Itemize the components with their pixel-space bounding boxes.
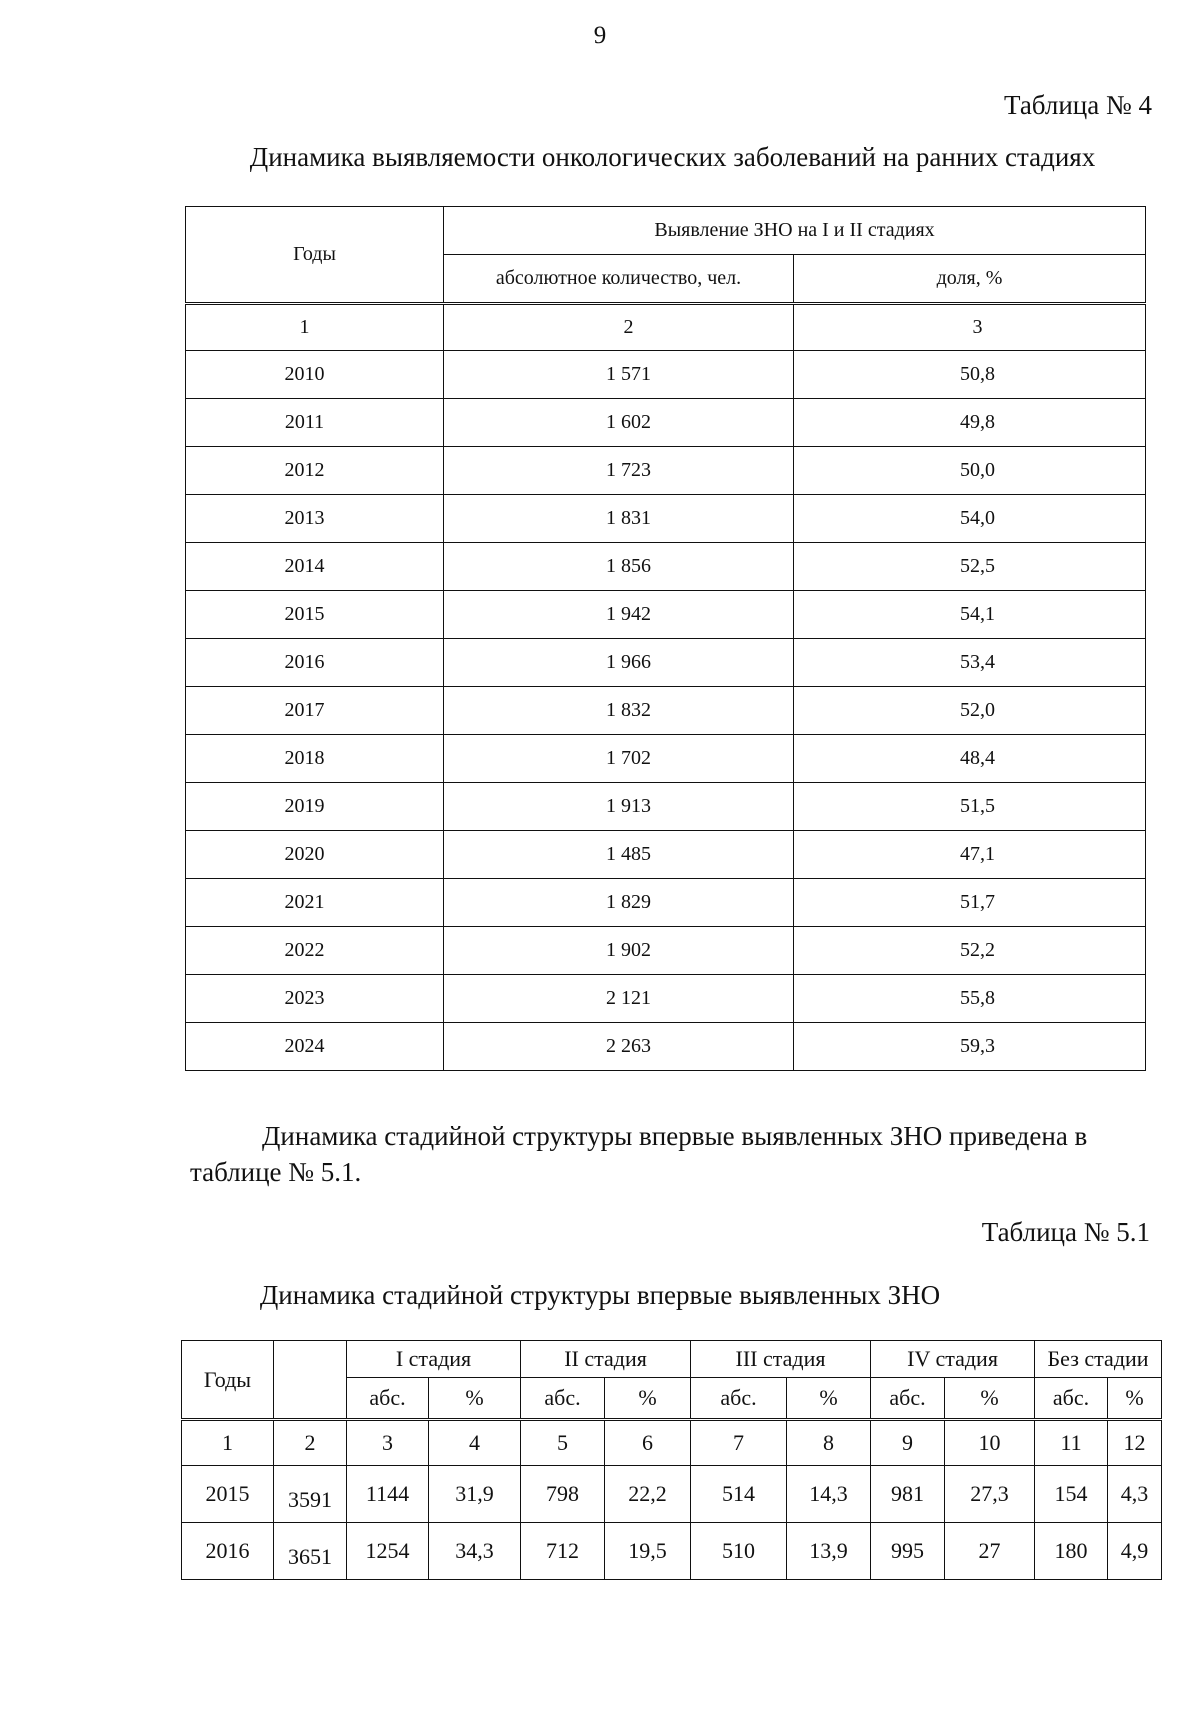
table-row: [186, 639, 1146, 687]
table51-header-abs: абс.: [521, 1378, 605, 1420]
table-cell: 10: [945, 1420, 1035, 1466]
table-row: [182, 1466, 1162, 1523]
table-cell: 5: [521, 1420, 605, 1466]
table-cell: 1 723: [444, 447, 794, 495]
table-cell: 1 602: [444, 399, 794, 447]
table-cell: 1 966: [444, 639, 794, 687]
table-cell: 2020: [186, 831, 444, 879]
table-cell: 27: [945, 1523, 1035, 1580]
table-cell: 1 913: [444, 783, 794, 831]
table-cell: 3651: [274, 1523, 347, 1580]
table-row: [186, 927, 1146, 975]
table-cell: 798: [521, 1466, 605, 1523]
table-cell: 12: [1108, 1420, 1162, 1466]
table-row: [186, 879, 1146, 927]
table51-header-stage: II стадия: [521, 1341, 691, 1378]
page-number: 9: [593, 22, 607, 49]
table51-header-abs: абс.: [691, 1378, 787, 1420]
table-row: [186, 495, 1146, 543]
table-cell: 2: [444, 304, 794, 351]
table-cell: 7: [691, 1420, 787, 1466]
table-cell: 2 121: [444, 975, 794, 1023]
table51: [181, 1340, 1162, 1580]
table51-label: Таблица № 5.1: [981, 1217, 1150, 1247]
table-cell: 154: [1035, 1466, 1108, 1523]
table4-label: Таблица № 4: [1004, 90, 1152, 120]
table-cell: 4,3: [1108, 1466, 1162, 1523]
table-cell: 2023: [186, 975, 444, 1023]
paragraph-line1: Динамика стадийной структуры впервые выявленных ЗНО приведена в: [262, 1121, 1088, 1151]
table-cell: 2017: [186, 687, 444, 735]
table-cell: 510: [691, 1523, 787, 1580]
table51-header-pct: %: [429, 1378, 521, 1420]
table-cell: 2 263: [444, 1023, 794, 1071]
table-row: [186, 735, 1146, 783]
table-cell: 2013: [186, 495, 444, 543]
table-cell: 2021: [186, 879, 444, 927]
table-cell: 1 831: [444, 495, 794, 543]
table-row: [186, 975, 1146, 1023]
table-cell: 31,9: [429, 1466, 521, 1523]
table-cell: 52,2: [794, 927, 1146, 975]
table51-header-stage: I стадия: [347, 1341, 521, 1378]
table51-header-pct: %: [787, 1378, 871, 1420]
table-cell: 180: [1035, 1523, 1108, 1580]
table-cell: 1 942: [444, 591, 794, 639]
table-cell: 51,7: [794, 879, 1146, 927]
table-cell: 1 829: [444, 879, 794, 927]
table-cell: 52,5: [794, 543, 1146, 591]
table-cell: 995: [871, 1523, 945, 1580]
table-cell: 55,8: [794, 975, 1146, 1023]
table-cell: 59,3: [794, 1023, 1146, 1071]
table4-index-row: [186, 304, 1146, 351]
table-cell: 50,8: [794, 351, 1146, 399]
table4-body: [186, 351, 1146, 1071]
table-cell: 712: [521, 1523, 605, 1580]
table4-header-group: Выявление ЗНО на I и II стадиях: [444, 207, 1146, 255]
table-cell: 2010: [186, 351, 444, 399]
table51-header-pct: %: [605, 1378, 691, 1420]
table-cell: 514: [691, 1466, 787, 1523]
table-cell: 2011: [186, 399, 444, 447]
table-cell: 1: [186, 304, 444, 351]
table-row: [186, 351, 1146, 399]
table51-body: [182, 1466, 1162, 1580]
table-cell: 48,4: [794, 735, 1146, 783]
table-cell: 51,5: [794, 783, 1146, 831]
table-cell: 3: [794, 304, 1146, 351]
table-cell: 1: [182, 1420, 274, 1466]
table-row: [186, 543, 1146, 591]
table-row: [186, 1023, 1146, 1071]
table51-header-stage: III стадия: [691, 1341, 871, 1378]
table-cell: 13,9: [787, 1523, 871, 1580]
table-cell: 1 856: [444, 543, 794, 591]
table-cell: 981: [871, 1466, 945, 1523]
table51-header-pct: %: [945, 1378, 1035, 1420]
table4-header-row: [186, 207, 1146, 255]
table-cell: 2022: [186, 927, 444, 975]
table51-header-abs: абс.: [871, 1378, 945, 1420]
table-cell: 1 902: [444, 927, 794, 975]
table-cell: 52,0: [794, 687, 1146, 735]
table-cell: 2016: [182, 1523, 274, 1580]
table-cell: 2024: [186, 1023, 444, 1071]
table-cell: 27,3: [945, 1466, 1035, 1523]
table-cell: 2012: [186, 447, 444, 495]
table-cell: 8: [787, 1420, 871, 1466]
table-row: [186, 447, 1146, 495]
table-cell: 3: [347, 1420, 429, 1466]
paragraph-line2: таблице № 5.1.: [190, 1157, 362, 1187]
table-cell: 1 702: [444, 735, 794, 783]
table4-header-abs: абсолютное количество, чел.: [444, 255, 794, 304]
table-cell: 2014: [186, 543, 444, 591]
table-cell: 2019: [186, 783, 444, 831]
table4-title: Динамика выявляемости онкологических заболеваний на ранних стадиях: [249, 142, 1096, 172]
table-cell: 2018: [186, 735, 444, 783]
table51-header-row: [182, 1341, 1162, 1378]
table51-header-abs: абс.: [1035, 1378, 1108, 1420]
table-cell: 22,2: [605, 1466, 691, 1523]
table-cell: 4: [429, 1420, 521, 1466]
table51-header-stage: IV стадия: [871, 1341, 1035, 1378]
table51-header-total: [274, 1341, 347, 1420]
table51-header-abs: абс.: [347, 1378, 429, 1420]
table4-header-share: доля, %: [794, 255, 1146, 304]
table-cell: 54,1: [794, 591, 1146, 639]
table-cell: 2015: [182, 1466, 274, 1523]
table-cell: 1144: [347, 1466, 429, 1523]
table-cell: 14,3: [787, 1466, 871, 1523]
table-cell: 4,9: [1108, 1523, 1162, 1580]
table-cell: 1 485: [444, 831, 794, 879]
table-row: [182, 1523, 1162, 1580]
table-cell: 47,1: [794, 831, 1146, 879]
table51-header-stage: Без стадии: [1035, 1341, 1162, 1378]
table4-header-years: Годы: [186, 207, 444, 304]
table-cell: 11: [1035, 1420, 1108, 1466]
table51-header-years: Годы: [182, 1341, 274, 1420]
table-cell: 6: [605, 1420, 691, 1466]
table-cell: 49,8: [794, 399, 1146, 447]
table-cell: 50,0: [794, 447, 1146, 495]
table-cell: 19,5: [605, 1523, 691, 1580]
table-cell: 2016: [186, 639, 444, 687]
table-row: [186, 687, 1146, 735]
table51-index-row: [182, 1420, 1162, 1466]
table-row: [186, 783, 1146, 831]
table-cell: 34,3: [429, 1523, 521, 1580]
table-cell: 1254: [347, 1523, 429, 1580]
table-cell: 2015: [186, 591, 444, 639]
table-cell: 1 832: [444, 687, 794, 735]
table-row: [186, 399, 1146, 447]
table-cell: 3591: [274, 1466, 347, 1523]
table51-header-pct: %: [1108, 1378, 1162, 1420]
table51-title: Динамика стадийной структуры впервые выявленных ЗНО: [259, 1280, 941, 1310]
table-row: [186, 591, 1146, 639]
table-cell: 1 571: [444, 351, 794, 399]
table-row: [186, 831, 1146, 879]
table4: [185, 206, 1146, 1071]
table-cell: 2: [274, 1420, 347, 1466]
table-cell: 53,4: [794, 639, 1146, 687]
paragraph: [190, 1118, 1150, 1190]
table-cell: 9: [871, 1420, 945, 1466]
table-cell: 54,0: [794, 495, 1146, 543]
